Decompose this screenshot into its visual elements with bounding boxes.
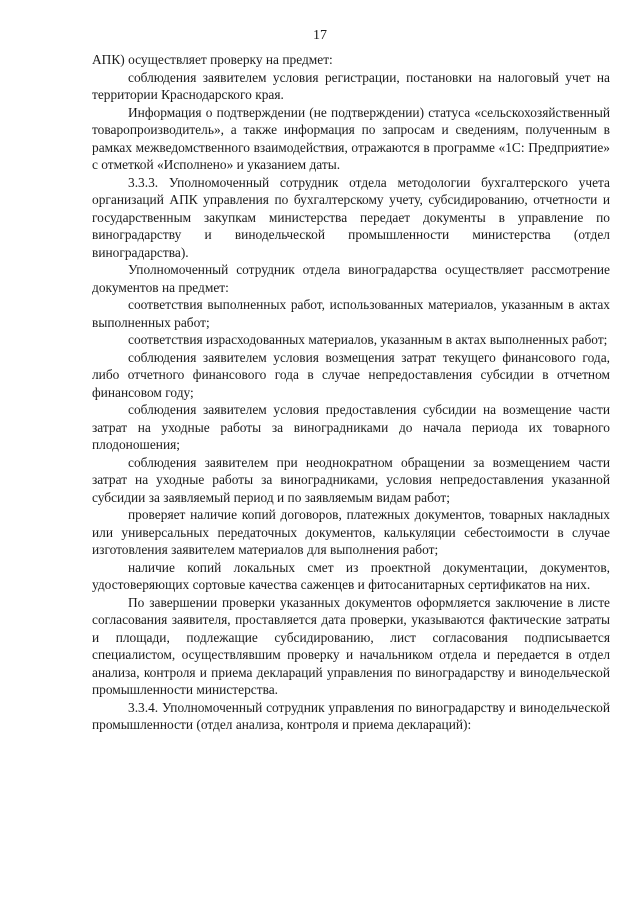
paragraph-section-3-3-4: 3.3.4. Уполномоченный сотрудник управления по виноградарству и винодельческой промышленности (отдел анализа, контроля и приема деклараций): [92, 699, 610, 732]
document-body [92, 51, 610, 734]
paragraph-materials-compliance: соответствия израсходованных материалов, указанным в актах выполненных работ; [128, 332, 608, 347]
paragraph-conclusion: По завершении проверки указанных документов оформляется заключение в листе согласования заявителя, проставляется дата проверки, указываются фактические затраты и площади, подлежащие субсидированию, лист согласования подписывается специалистом, осуществлявшим проверку и начальником отдела и передается в отдел анализа, контроля и приема деклараций управления по виноградарству и винодельческой промышленности министерства. [92, 594, 610, 697]
paragraph-works-compliance: соответствия выполненных работ, использованных материалов, указанным в актах выполненных работ; [92, 297, 610, 330]
paragraph-viticulture-review: Уполномоченный сотрудник отдела виноградарства осуществляет рассмотрение документов на предмет: [92, 262, 610, 295]
paragraph-estimates-check: наличие копий локальных смет из проектной документации, документов, удостоверяющих сортовые качества саженцев и фитосанитарных сертификатов на них. [92, 559, 610, 592]
paragraph-section-3-3-3: 3.3.3. Уполномоченный сотрудник отдела методологии бухгалтерского учета организаций АПК управления по бухгалтерскому учету, субсидированию, отчетности и государственным закупкам министерства передает документы в управление по виноградарству и винодельческой промышленности министерства (отдел виноградарства). [92, 174, 610, 260]
paragraph-subsidy-condition: соблюдения заявителем условия предоставления субсидии на возмещение части затрат на уходные работы за виноградниками до начала периода их товарного плодоношения; [92, 402, 610, 452]
paragraph-cost-reimbursement: соблюдения заявителем условия возмещения затрат текущего финансового года, либо отчетного финансового года в случае непредоставления субсидии в отчетном финансовом году; [92, 349, 610, 400]
paragraph-status-information: Информация о подтверждении (не подтверждении) статуса «сельскохозяйственный товаропроизводитель», а также информация по запросам и сведениям, полученным в рамках межведомственного взаимодействия, отражаются в программе «1С: Предприятие» с отметкой «Исполнено» и указанием даты. [92, 104, 610, 172]
paragraph-repeat-application: соблюдения заявителем при неоднократном обращении за возмещением части затрат на уходные работы за виноградниками, условия непредоставления указанной субсидии за заявляемый период и по заявляемым видам работ; [92, 454, 610, 505]
page-number: 17 [313, 28, 327, 43]
paragraph-continuation: АПК) осуществляет проверку на предмет: [92, 52, 333, 67]
paragraph-documents-check: проверяет наличие копий договоров, платежных документов, товарных накладных или универсальных передаточных документов, калькуляции себестоимости в случае изготовления заявителем материалов для выполнения работ; [92, 507, 610, 557]
paragraph-registration-check: соблюдения заявителем условия регистрации, постановки на налоговый учет на территории Краснодарского края. [92, 69, 610, 102]
